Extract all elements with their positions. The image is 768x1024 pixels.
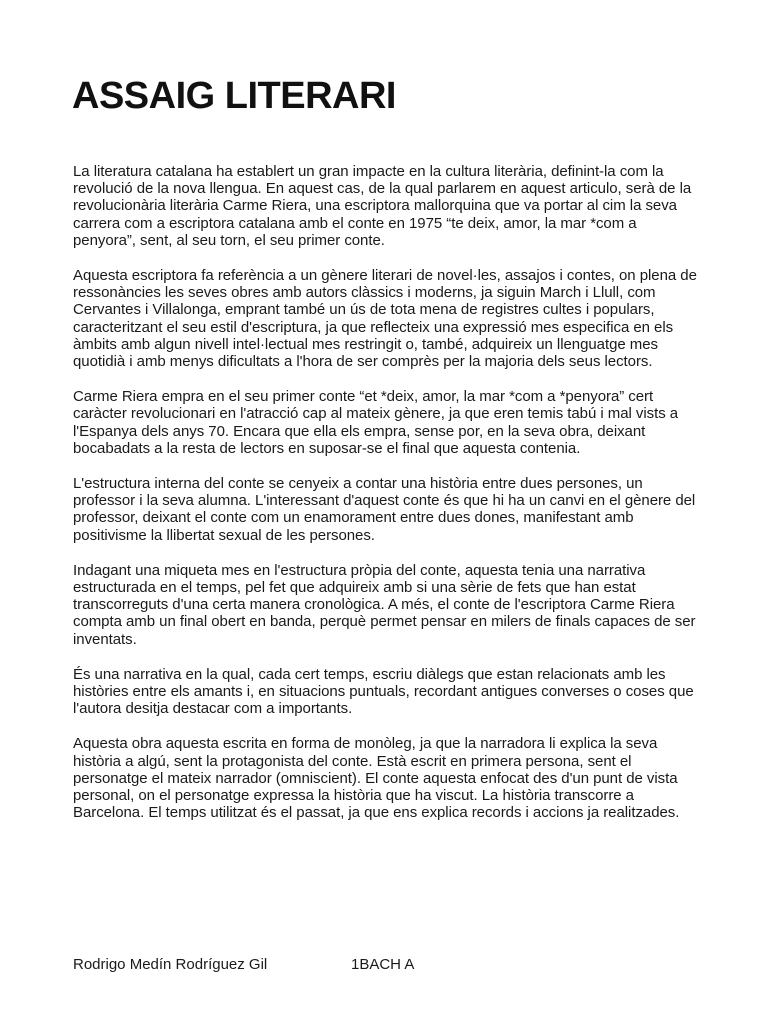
paragraph-4: L'estructura interna del conte se cenyeix a contar una història entre dues persones, un professor i la seva alumna. L'interessant d'aquest conte és que hi ha un canvi en el gènere del professor, deixant el conte com un enamorament entre dues dones, manifestant amb positivisme la llibertat sexual de les persones. xyxy=(73,475,696,544)
paragraph-3: Carme Riera empra en el seu primer conte “et *deix, amor, la mar *com a *penyora” cert caràcter revolucionari en l'atracció cap al mateix gènere, ja que eren temis tabú i mal vists a l'Espanya dels anys 70. Encara que ella els empra, sense por, en la seva obra, deixant bocabadats a la resta de lectors en suposar-se el final que aquesta contenia. xyxy=(73,388,679,457)
footer-author: Rodrigo Medín Rodríguez Gil xyxy=(73,956,268,973)
paragraph-5: Indagant una miqueta mes en l'estructura pròpia del conte, aquesta tenia una narrativa estructurada en el temps, pel fet que adquireix amb si una sèrie de fets que han estat transcorreguts d'una certa manera cronològica. A més, el conte de l'escriptora Carme Riera compta amb un final obert en banda, perquè permet pensar en milers de finals capaces de ser inventats. xyxy=(73,561,696,648)
document-footer xyxy=(73,956,693,976)
paragraph-6: És una narrativa en la qual, cada cert temps, escriu diàlegs que estan relacionats amb les històries entre els amants i, en situacions puntuals, recordant antigues converses o coses que l'autora desitja destacar com a importants. xyxy=(73,665,694,718)
document-title: ASSAIG LITERARI xyxy=(72,75,396,117)
paragraph-1: La literatura catalana ha establert un gran impacte en la cultura literària, definint-la com la revolució de la nova llengua. En aquest cas, de la qual parlarem en aquest articulo, serà de la revolucionària literària Carme Riera, una escriptora mallorquina que va portar al cim la seva carrera com a escriptora catalana amb el conte en 1975 “te deix, amor, la mar *com a penyora”, sent, al seu torn, el seu primer conte. xyxy=(73,163,692,249)
footer-class-group: 1BACH A xyxy=(351,956,415,973)
paragraph-2: Aquesta escriptora fa referència a un gènere literari de novel·les, assajos i contes, on plena de ressonàncies les seves obres amb autors clàssics i moderns, ja siguin March i Llull, com Cervantes i Villalonga, emprant també un ús de tota mena de registres cultes i populars, caracteritzant el seu estil d'escriptura, ja que reflecteix una expressió mes especifica en els àmbits amb algun nivell intel·lectual mes restringit o, també, adquireix un llenguatge mes quotidià i amb menys dificultats a l'hora de ser comprès per la majoria dels seus lectors. xyxy=(73,267,697,371)
document-body xyxy=(73,163,703,840)
paragraph-7: Aquesta obra aquesta escrita en forma de monòleg, ja que la narradora li explica la seva història a algú, sent la protagonista del conte. Està escrit en primera persona, sent el personatge el mateix narrador (omniscient). El conte aquesta enfocat des d'un punt de vista personal, on el personatge expressa la història que ha viscut. La història transcorre a Barcelona. El temps utilitzat és el passat, ja que ens explica records i accions ja realitzades. xyxy=(73,735,680,822)
